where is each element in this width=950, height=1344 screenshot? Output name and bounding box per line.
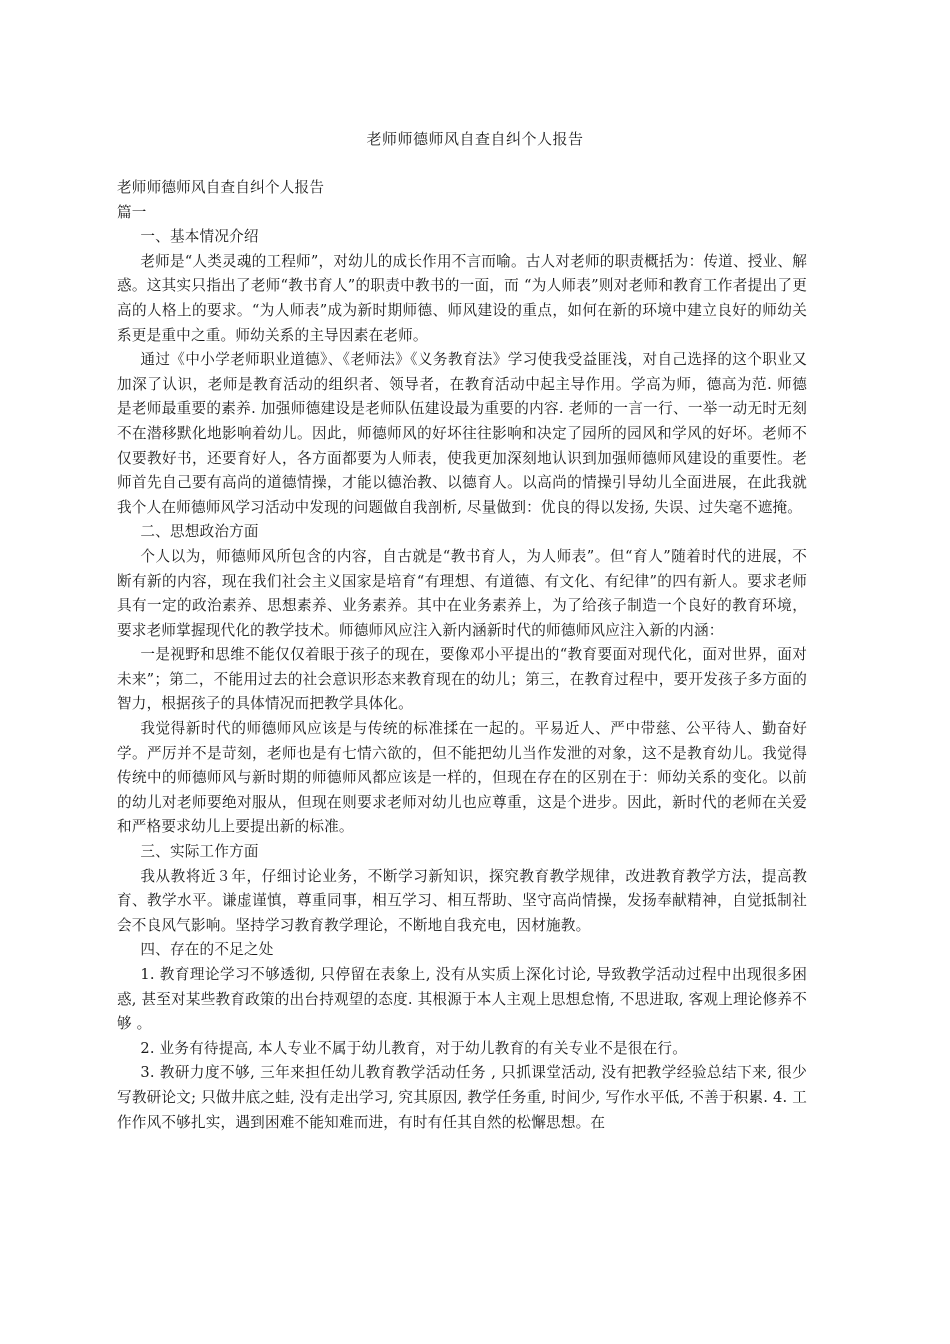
part-label: 篇一 — [117, 203, 147, 221]
document-body — [117, 176, 807, 1135]
body-paragraph: 个人以为，师德师风所包含的内容，自古就是“教书育人，为人师表”。但“育人”随着时代的进展，不断有新的内容，现在我们社会主义国家是培育“有理想、有道德、有文化、有纪律”的四有新人。要求老师具有一定的政治素养、思想素养、业务素养。其中在业务素养上，为了给孩子制造一个良好的教育环境，要求老师掌握现代化的教学技术。师德师风应注入新内涵新时代的师德师风应注入新的内涵： — [117, 547, 807, 639]
body-paragraph: 我觉得新时代的师德师风应该是与传统的标准揉在一起的。平易近人、严中带慈、公平待人、勤奋好学。严厉并不是苛刻，老师也是有七情六欲的，但不能把幼儿当作发泄的对象，这不是教育幼儿。我觉得传统中的师德师风与新时期的师德师风都应该是一样的，但现在存在的区别在于：师幼关系的变化。以前的幼儿对老师要绝对服从，但现在则要求老师对幼儿也应尊重，这是个进步。因此，新时代的老师在关爱和严格要求幼儿上要提出新的标准。 — [117, 720, 807, 836]
body-paragraph: 一是视野和思维不能仅仅着眼于孩子的现在，要像邓小平提出的“教育要面对现代化，面对世界，面对未来”；第二，不能用过去的社会意识形态来教育现在的幼儿；第三，在教育过程中，要开发孩子多方面的智力，根据孩子的具体情况而把教学具体化。 — [117, 646, 807, 713]
body-paragraph: 通过《中小学老师职业道德》、《老师法》《义务教育法》学习使我受益匪浅，对自己选择的这个职业又加深了认识，老师是教育活动的组织者、领导者，在教育活动中起主导作用。学高为师，德高为范. 师德是老师最重要的素养. 加强师德建设是老师队伍建设最为重要的内容. 老师的一言一行、一举一动无时无刻不在潜移默化地影响着幼儿。因此，师德师风的好坏往往影响和决定了园所的园风和学风的好坏。老师不仅要教好书，还要育好人，各方面都要为人师表，使我更加深刻地认识到加强师德师风建设的重要性。老师首先自己要有高尚的道德情操，才能以德治教、以德育人。以高尚的情操引导幼儿全面进展，在此我就我个人在师德师风学习活动中发现的问题做自我剖析, 尽量做到：优良的得以发扬, 失误、过失毫不遮掩。 — [117, 351, 807, 516]
body-paragraph: 2. 业务有待提高, 本人专业不属于幼儿教育，对于幼儿教育的有关专业不是很在行。 — [140, 1039, 687, 1057]
body-paragraph: 老师是“人类灵魂的工程师”，对幼儿的成长作用不言而喻。古人对老师的职责概括为：传道、授业、解惑。这其实只指出了老师“教书育人”的职责中教书的一面，而 “为人师表”则对老师和教育工作者提出了更高的人格上的要求。“为人师表”成为新时期师德、师风建设的重点，如何在新的环境中建立良好的师幼关系更是重中之重。师幼关系的主导因素在老师。 — [117, 252, 807, 344]
section-heading: 四、存在的不足之处 — [140, 941, 274, 959]
document-subtitle: 老师师德师风自查自纠个人报告 — [117, 179, 325, 196]
body-paragraph: 我从教将近３年，仔细讨论业务，不断学习新知识，探究教育教学规律，改进教育教学方法，提高教育、教学水平。谦虚谨慎，尊重同事，相互学习、相互帮助、坚守高尚情操，发扬奉献精神，自觉抵制社会不良风气影响。坚持学习教育教学理论，不断地自我充电，因材施教。 — [117, 867, 807, 934]
section-heading: 二、思想政治方面 — [140, 523, 259, 541]
body-paragraph: 3. 教研力度不够, 三年来担任幼儿教育教学活动任务 , 只抓课堂活动, 没有把教学经验总结下来, 很少写教研论文; 只做井底之蛙, 没有走出学习, 究其原因, 教学任务重, 时间少, 写作水平低, 不善于积累. 4. 工作作风不够扎实，遇到困难不能知难而进，有时有任其自然的松懈思想。在 — [117, 1064, 807, 1131]
body-paragraph: 1. 教育理论学习不够透彻, 只停留在表象上, 没有从实质上深化讨论, 导致教学活动过程中出现很多困惑, 甚至对某些教育政策的出台持观望的态度. 其根源于本人主观上思想怠惰, 不思进取, 客观上理论修养不够 。 — [117, 966, 807, 1033]
document-title: 老师师德师风自查自纠个人报告 — [366, 130, 584, 148]
section-heading: 三、实际工作方面 — [140, 843, 259, 861]
section-heading: 一、基本情况介绍 — [140, 228, 259, 246]
